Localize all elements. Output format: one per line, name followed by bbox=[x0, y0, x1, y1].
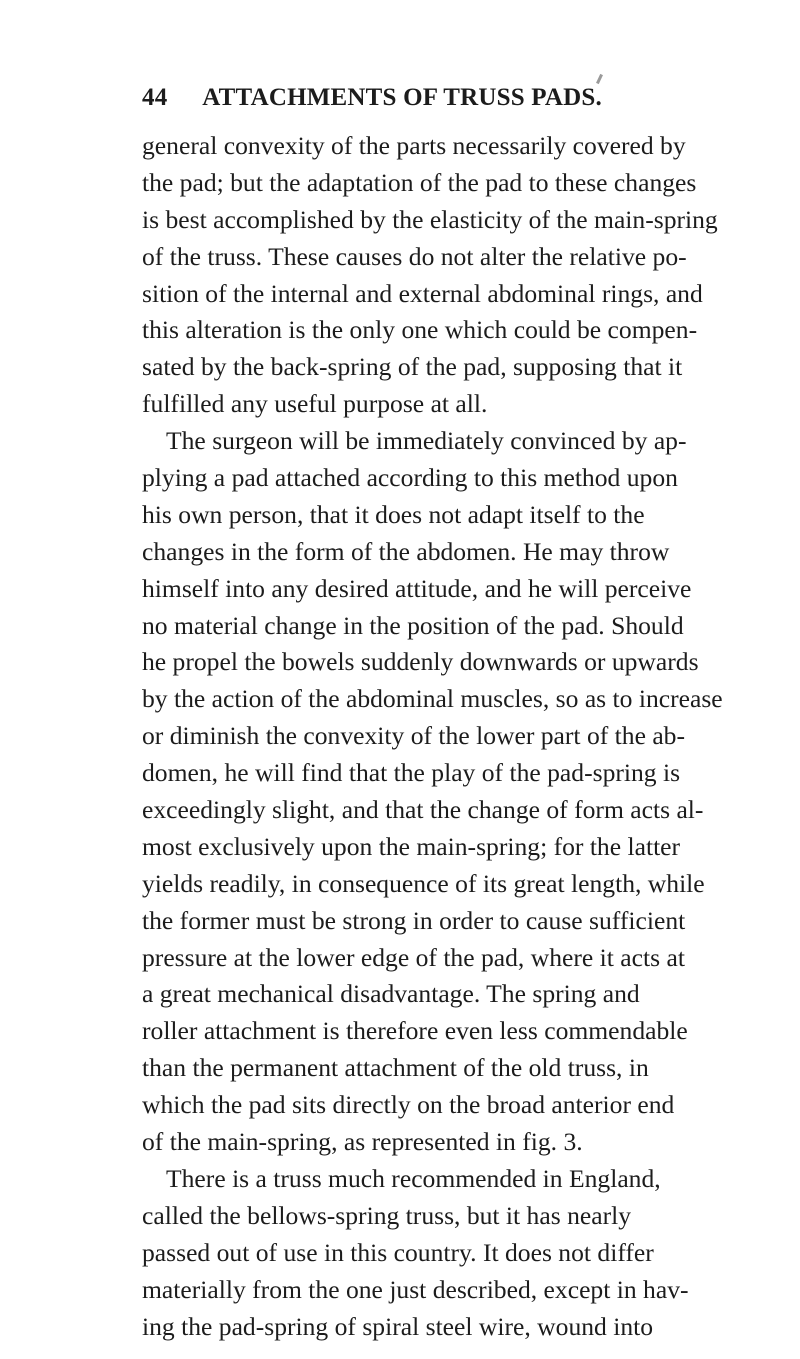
text-line: fulfilled any useful purpose at all. bbox=[142, 389, 488, 419]
body-text bbox=[142, 128, 723, 1345]
text-line: domen, he will find that the play of the pad-spring is bbox=[142, 758, 681, 788]
text-line: pressure at the lower edge of the pad, where it acts at bbox=[142, 942, 685, 972]
text-line: materially from the one just described, except in hav- bbox=[142, 1274, 689, 1304]
text-line: the former must be strong in order to cause sufficient bbox=[142, 905, 686, 935]
text-line: sition of the internal and external abdominal rings, and bbox=[142, 278, 703, 308]
text-line: this alteration is the only one which could be compen- bbox=[142, 315, 698, 345]
text-line: The surgeon will be immediately convinced by ap- bbox=[166, 426, 687, 456]
text-line: no material change in the position of the pad. Should bbox=[142, 610, 684, 640]
text-line: his own person, that it does not adapt itself to the bbox=[142, 499, 645, 529]
text-line: or diminish the convexity of the lower part of the ab- bbox=[142, 721, 686, 751]
text-line: the pad; but the adaptation of the pad to these changes bbox=[142, 167, 697, 197]
text-line: most exclusively upon the main-spring; for the latter bbox=[142, 831, 681, 861]
text-line: plying a pad attached according to this method upon bbox=[142, 463, 678, 493]
text-line: himself into any desired attitude, and he will perceive bbox=[142, 573, 692, 603]
text-line: changes in the form of the abdomen. He may throw bbox=[142, 536, 670, 566]
text-line: passed out of use in this country. It does not differ bbox=[142, 1237, 654, 1267]
text-line: he propel the bowels suddenly downwards or upwards bbox=[142, 647, 699, 677]
text-line: sated by the back-spring of the pad, supposing that it bbox=[142, 352, 683, 382]
running-head bbox=[142, 84, 602, 116]
print-speck bbox=[596, 74, 603, 84]
text-line: yields readily, in consequence of its great length, while bbox=[142, 868, 705, 898]
text-line: which the pad sits directly on the broad anterior end bbox=[142, 1090, 675, 1120]
text-line: is best accomplished by the elasticity of the main-spring bbox=[142, 204, 718, 234]
page-number: 44 bbox=[142, 84, 168, 111]
text-line: ing the pad-spring of spiral steel wire, wound into bbox=[142, 1311, 654, 1341]
text-line: exceedingly slight, and that the change of form acts al- bbox=[142, 795, 704, 825]
text-line: a great mechanical disadvantage. The spring and bbox=[142, 979, 640, 1009]
running-title: ATTACHMENTS OF TRUSS PADS. bbox=[202, 84, 602, 111]
text-line: of the main-spring, as represented in fig. 3. bbox=[142, 1127, 583, 1157]
text-line: called the bellows-spring truss, but it has nearly bbox=[142, 1200, 632, 1230]
text-line: general convexity of the parts necessarily covered by bbox=[142, 131, 686, 160]
text-line: than the permanent attachment of the old truss, in bbox=[142, 1053, 649, 1083]
text-line: of the truss. These causes do not alter the relative po- bbox=[142, 241, 687, 271]
text-line: roller attachment is therefore even less commendable bbox=[142, 1016, 688, 1046]
text-line: by the action of the abdominal muscles, so as to increase bbox=[142, 684, 723, 714]
text-line: There is a truss much recommended in England, bbox=[166, 1163, 661, 1193]
